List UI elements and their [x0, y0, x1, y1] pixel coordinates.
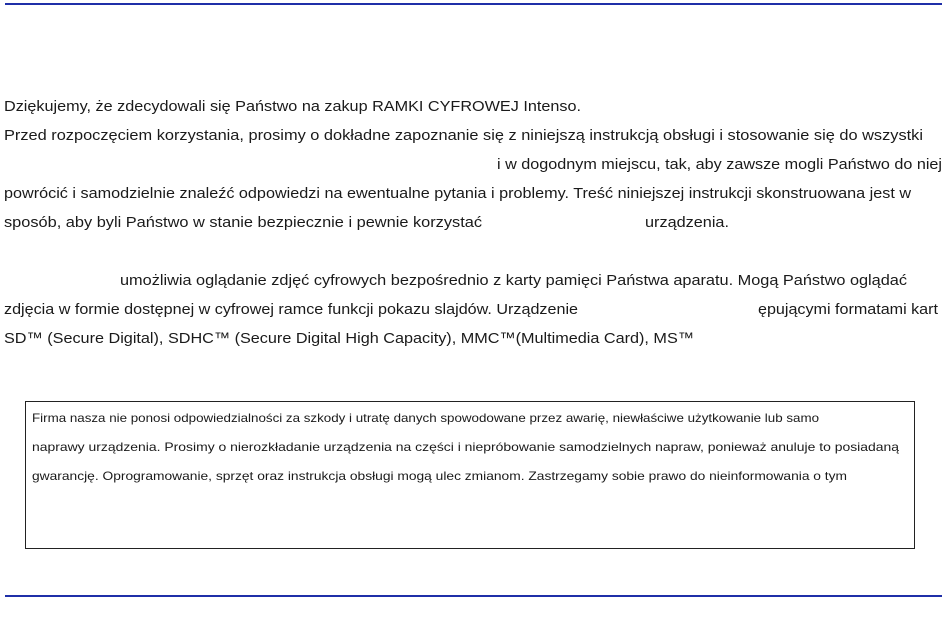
intro-line-4: powrócić i samodzielnie znaleźć odpowiedzi na ewentualne pytania i problemy. Treść niniejszej instrukcji skonstruowana jest w	[4, 185, 912, 202]
intro-line-3: i w dogodnym miejscu, tak, aby zawsze mogli Państwo do niej	[497, 156, 943, 173]
intro-line-5b: urządzenia.	[645, 214, 729, 231]
features-line-2b: ępującymi formatami kart	[758, 301, 939, 318]
bottom-rule	[5, 595, 942, 597]
disclaimer-box	[25, 401, 915, 549]
features-line-3: SD™ (Secure Digital), SDHC™ (Secure Digital High Capacity), MMC™(Multimedia Card), MS™	[4, 330, 694, 347]
top-rule	[5, 3, 942, 5]
intro-line-1: Dziękujemy, że zdecydowali się Państwo na zakup RAMKI CYFROWEJ Intenso.	[4, 98, 581, 115]
intro-line-5a: sposób, aby byli Państwo w stanie bezpiecznie i pewnie korzystać	[4, 214, 483, 231]
features-line-2a: zdjęcia w formie dostępnej w cyfrowej ramce funkcji pokazu slajdów. Urządzenie	[4, 301, 579, 318]
disclaimer-line-2: naprawy urządzenia. Prosimy o nierozkładanie urządzenia na części i niepróbowanie samodzielnych napraw, ponieważ anuluje to posiadaną	[32, 441, 899, 454]
intro-line-2: Przed rozpoczęciem korzystania, prosimy o dokładne zapoznanie się z niniejszą instrukcją obsługi i stosowanie się do wszystki	[4, 127, 923, 144]
features-line-1: umożliwia oglądanie zdjęć cyfrowych bezpośrednio z karty pamięci Państwa aparatu. Mogą Państwo oglądać	[120, 272, 908, 289]
disclaimer-line-3: gwarancję. Oprogramowanie, sprzęt oraz instrukcja obsługi mogą ulec zmianom. Zastrzegamy sobie prawo do nieinformowania o tym	[32, 470, 848, 483]
disclaimer-line-1: Firma nasza nie ponosi odpowiedzialności za szkody i utratę danych spowodowane przez awarię, niewłaściwe użytkowanie lub samo	[32, 412, 820, 425]
